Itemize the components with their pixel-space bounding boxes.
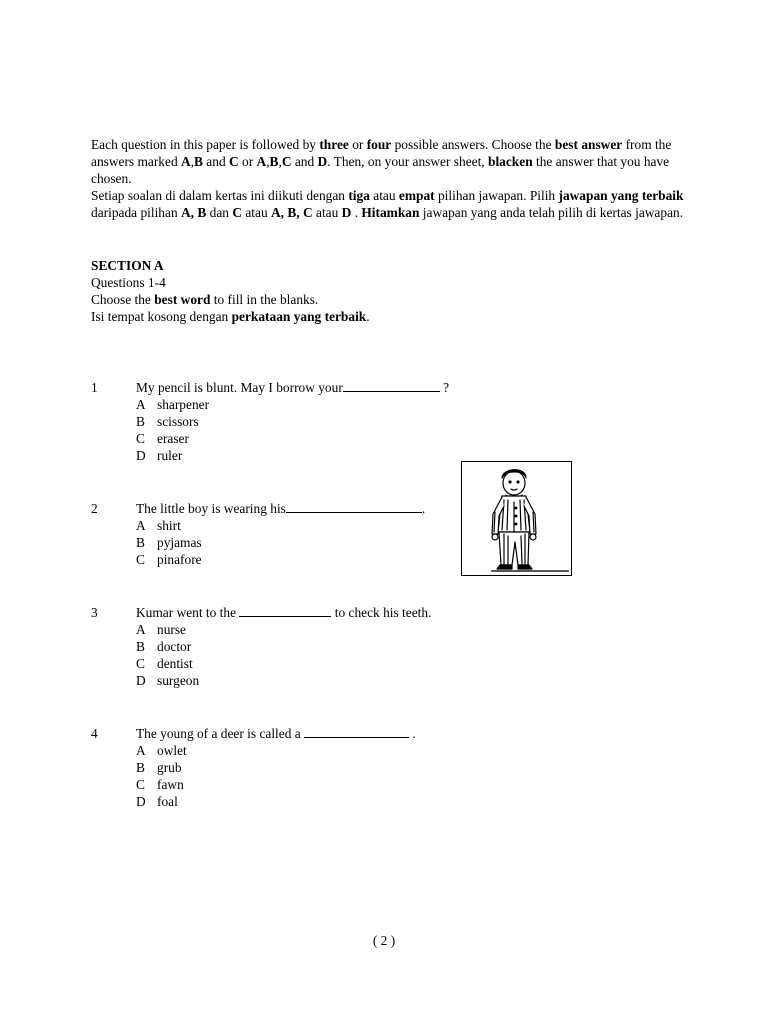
option-text: surgeon [157, 673, 200, 688]
option-c[interactable] [136, 776, 187, 793]
intro-en-21: blacken [488, 154, 533, 169]
section-instruction-malay [91, 308, 691, 325]
instr-ms-pre: Isi tempat kosong dengan [91, 309, 232, 324]
question-range: Questions 1-4 [91, 275, 166, 290]
option-letter: C [136, 552, 145, 567]
question-stem [136, 379, 449, 396]
page-number: ( 2 ) [372, 933, 396, 948]
option-a[interactable] [136, 742, 187, 759]
boy-in-pyjamas-icon [462, 462, 571, 575]
intro-en-9: B [194, 154, 203, 169]
intro-ms-12: atau [312, 205, 342, 220]
stem-pre: The little boy is wearing his [136, 501, 286, 516]
intro-en-11: C [228, 154, 239, 169]
stem-post: . [409, 726, 416, 741]
option-a[interactable] [136, 517, 202, 534]
intro-ms-14: . [351, 205, 362, 220]
pyjamas-boy-illustration [461, 461, 572, 576]
intro-en-8: , [190, 154, 195, 169]
intro-en-13: A [256, 154, 267, 169]
option-text: nurse [157, 622, 187, 637]
option-letter: C [136, 431, 145, 446]
option-letter: A [136, 743, 146, 758]
instr-ms-post: . [366, 309, 370, 324]
option-b[interactable] [136, 534, 202, 551]
intro-ms-13: D [341, 205, 352, 220]
stem-pre: Kumar went to the [136, 605, 240, 620]
intro-ms-2: atau [369, 188, 399, 203]
intro-ms-0: Setiap soalan di dalam kertas ini diikuti dengan [91, 188, 349, 203]
intro-en-18: and [291, 154, 318, 169]
option-text: fawn [157, 777, 184, 792]
intro-en-19: D [317, 154, 328, 169]
options-list [136, 396, 209, 464]
instructions [91, 136, 691, 221]
answer-blank [304, 725, 409, 738]
intro-ms-1: tiga [348, 188, 370, 203]
question-stem [136, 725, 416, 742]
option-letter: B [136, 639, 145, 654]
option-text: ruler [157, 448, 183, 463]
stem-post: ? [439, 380, 450, 395]
option-letter: A [136, 622, 146, 637]
option-letter: C [136, 656, 145, 671]
option-c[interactable] [136, 430, 209, 447]
option-letter: D [136, 448, 146, 463]
section-title: SECTION A [91, 258, 164, 273]
intro-en-15: B [269, 154, 279, 169]
option-text: dentist [157, 656, 193, 671]
stem-post: to check his teeth. [331, 605, 432, 620]
answer-blank [343, 379, 440, 392]
option-letter: B [136, 535, 145, 550]
option-text: sharpener [157, 397, 210, 412]
question-number: 4 [91, 726, 98, 741]
stem-pre: The young of a deer is called a [136, 726, 305, 741]
option-letter: C [136, 777, 145, 792]
option-a[interactable] [136, 396, 209, 413]
option-b[interactable] [136, 413, 209, 430]
answer-blank [239, 604, 331, 617]
option-text: doctor [157, 639, 192, 654]
intro-en-16: , [278, 154, 282, 169]
option-letter: D [136, 673, 146, 688]
section-instruction-english [91, 291, 691, 308]
intro-ms-9: C [232, 205, 242, 220]
option-text: foal [157, 794, 178, 809]
option-d[interactable] [136, 447, 209, 464]
intro-ms-4: pilihan jawapan. Pilih [434, 188, 559, 203]
intro-en-10: and [202, 154, 229, 169]
intro-en-20: . Then, on your answer sheet, [327, 154, 488, 169]
intro-ms-6: daripada pilihan [91, 205, 181, 220]
intro-ms-5: jawapan yang terbaik [558, 188, 684, 203]
intro-ms-16: jawapan yang anda telah pilih di kertas jawapan. [419, 205, 684, 220]
question-stem [136, 500, 425, 517]
instr-en-post: to fill in the blanks. [210, 292, 319, 307]
answer-blank [286, 500, 422, 513]
option-a[interactable] [136, 621, 199, 638]
option-b[interactable] [136, 759, 187, 776]
intro-en-0: Each question in this paper is followed by [91, 137, 320, 152]
intro-en-12: or [238, 154, 257, 169]
intro-ms-10: atau [242, 205, 271, 220]
option-c[interactable] [136, 655, 199, 672]
intro-ms-8: dan [206, 205, 233, 220]
question-number: 3 [91, 605, 98, 620]
options-list [136, 517, 202, 568]
option-letter: A [136, 518, 146, 533]
option-text: grub [157, 760, 182, 775]
options-list [136, 621, 199, 689]
section-header [91, 257, 691, 325]
instructions-english [91, 136, 691, 187]
question-stem [136, 604, 431, 621]
option-d[interactable] [136, 793, 187, 810]
intro-en-4: possible answers. Choose the [391, 137, 555, 152]
intro-en-1: three [319, 137, 349, 152]
instr-en-bold: best word [154, 292, 211, 307]
intro-en-6: from the answers marked [91, 137, 672, 169]
option-b[interactable] [136, 638, 199, 655]
stem-post: . [421, 501, 426, 516]
intro-en-22: the answer that you have chosen. [91, 154, 670, 186]
intro-en-5: best answer [554, 137, 623, 152]
intro-ms-15: Hitamkan [361, 205, 420, 220]
intro-en-7: A [180, 154, 191, 169]
option-text: shirt [157, 518, 181, 533]
option-letter: D [136, 794, 146, 809]
intro-en-14: , [266, 154, 270, 169]
option-text: scissors [157, 414, 199, 429]
intro-ms-7: A, B [180, 205, 207, 220]
option-text: pinafore [157, 552, 202, 567]
intro-ms-3: empat [398, 188, 435, 203]
intro-en-2: or [348, 137, 367, 152]
option-d[interactable] [136, 672, 199, 689]
option-letter: B [136, 414, 145, 429]
option-text: pyjamas [157, 535, 202, 550]
intro-ms-11: A, B, C [271, 205, 313, 220]
instructions-malay [91, 187, 691, 221]
instr-ms-bold: perkataan yang terbaik [231, 309, 367, 324]
option-text: owlet [157, 743, 187, 758]
stem-pre: My pencil is blunt. May I borrow your [136, 380, 343, 395]
option-letter: A [136, 397, 146, 412]
options-list [136, 742, 187, 810]
instr-en-pre: Choose the [91, 292, 155, 307]
question-number: 2 [91, 501, 98, 516]
question-number: 1 [91, 380, 98, 395]
option-letter: B [136, 760, 145, 775]
intro-en-17: C [281, 154, 292, 169]
intro-en-3: four [366, 137, 392, 152]
option-c[interactable] [136, 551, 202, 568]
option-text: eraser [157, 431, 189, 446]
